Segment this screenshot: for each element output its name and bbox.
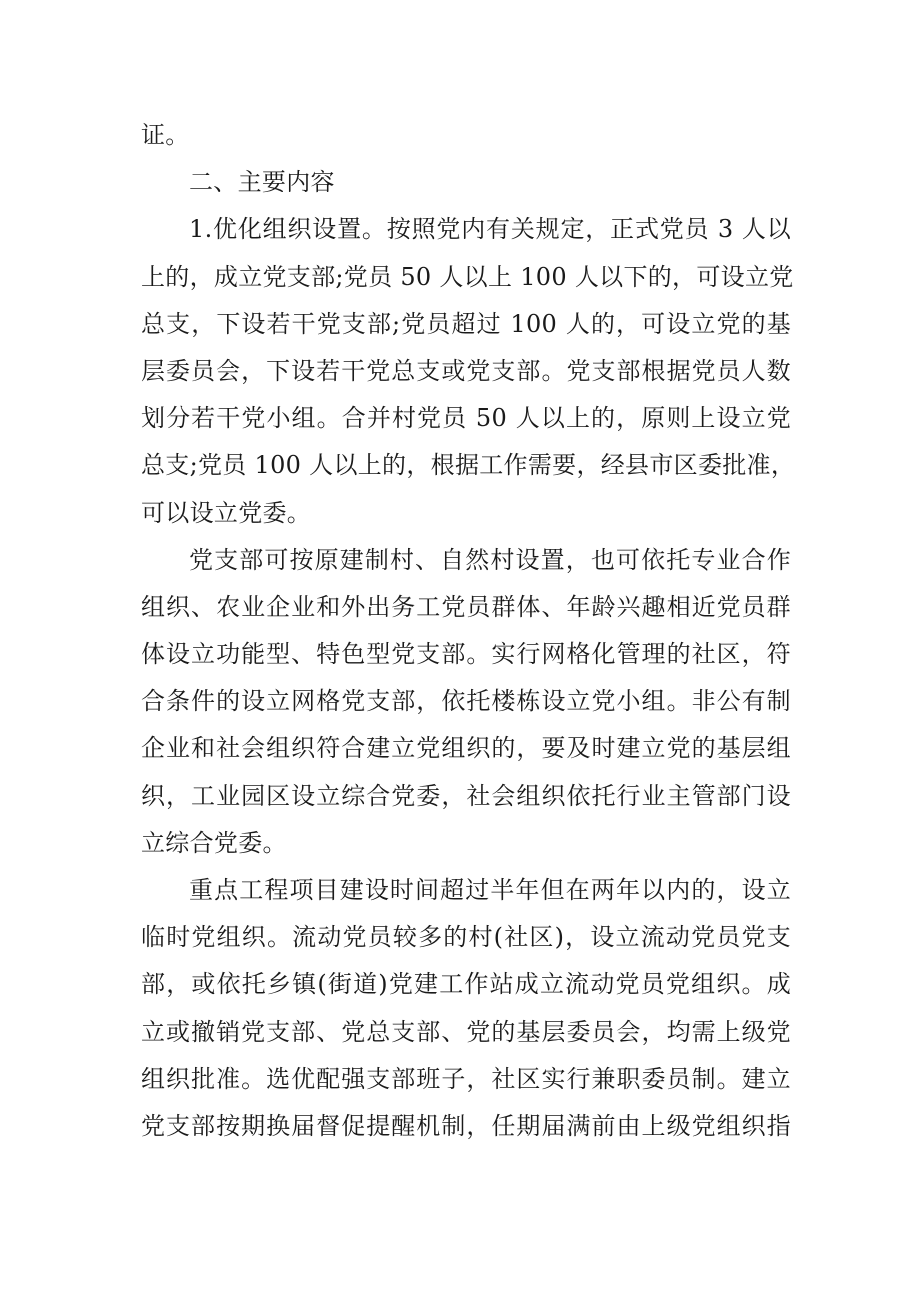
text-line: 上的，成立党支部;党员 50 人以上 100 人以下的，可设立党	[141, 262, 794, 291]
text-line: 体设立功能型、特色型党支部。实行网格化管理的社区，符	[141, 640, 791, 669]
text-line: 织，工业园区设立综合党委，社会组织依托行业主管部门设	[141, 781, 791, 810]
text-line: 划分若干党小组。合并村党员 50 人以上的，原则上设立党	[141, 404, 791, 433]
text-line: 组织批准。选优配强支部班子，社区实行兼职委员制。建立	[141, 1064, 791, 1093]
text-line: 总支;党员 100 人以上的，根据工作需要，经县市区委批准，	[141, 451, 796, 480]
text-line: 临时党组织。流动党员较多的村(社区)，设立流动党员党支	[141, 923, 791, 952]
document-body	[141, 112, 796, 1150]
text-line: 党支部按期换届督促提醒机制，任期届满前由上级党组织指	[141, 1111, 791, 1140]
text-line: 部，或依托乡镇(街道)党建工作站成立流动党员党组织。成	[141, 970, 791, 999]
text-line: 立综合党委。	[141, 828, 287, 857]
text-line: 立或撤销党支部、党总支部、党的基层委员会，均需上级党	[141, 1017, 791, 1046]
text-line: 重点工程项目建设时间超过半年但在两年以内的，设立	[189, 876, 791, 904]
text-line: 证。	[141, 121, 190, 149]
text-line: 企业和社会组织符合建立党组织的，要及时建立党的基层组	[141, 734, 791, 763]
text-line: 总支，下设若干党支部;党员超过 100 人的，可设立党的基	[141, 309, 791, 338]
text-line: 层委员会，下设若干党总支或党支部。党支部根据党员人数	[141, 356, 791, 385]
text-line: 二、主要内容	[189, 168, 335, 197]
text-line: 1.优化组织设置。按照党内有关规定，正式党员 3 人以	[189, 215, 791, 244]
text-line: 合条件的设立网格党支部，依托楼栋设立党小组。非公有制	[141, 687, 791, 716]
text-line: 党支部可按原建制村、自然村设置，也可依托专业合作	[189, 545, 791, 574]
text-line: 可以设立党委。	[141, 498, 312, 527]
text-line: 组织、农业企业和外出务工党员群体、年龄兴趣相近党员群	[141, 592, 791, 621]
